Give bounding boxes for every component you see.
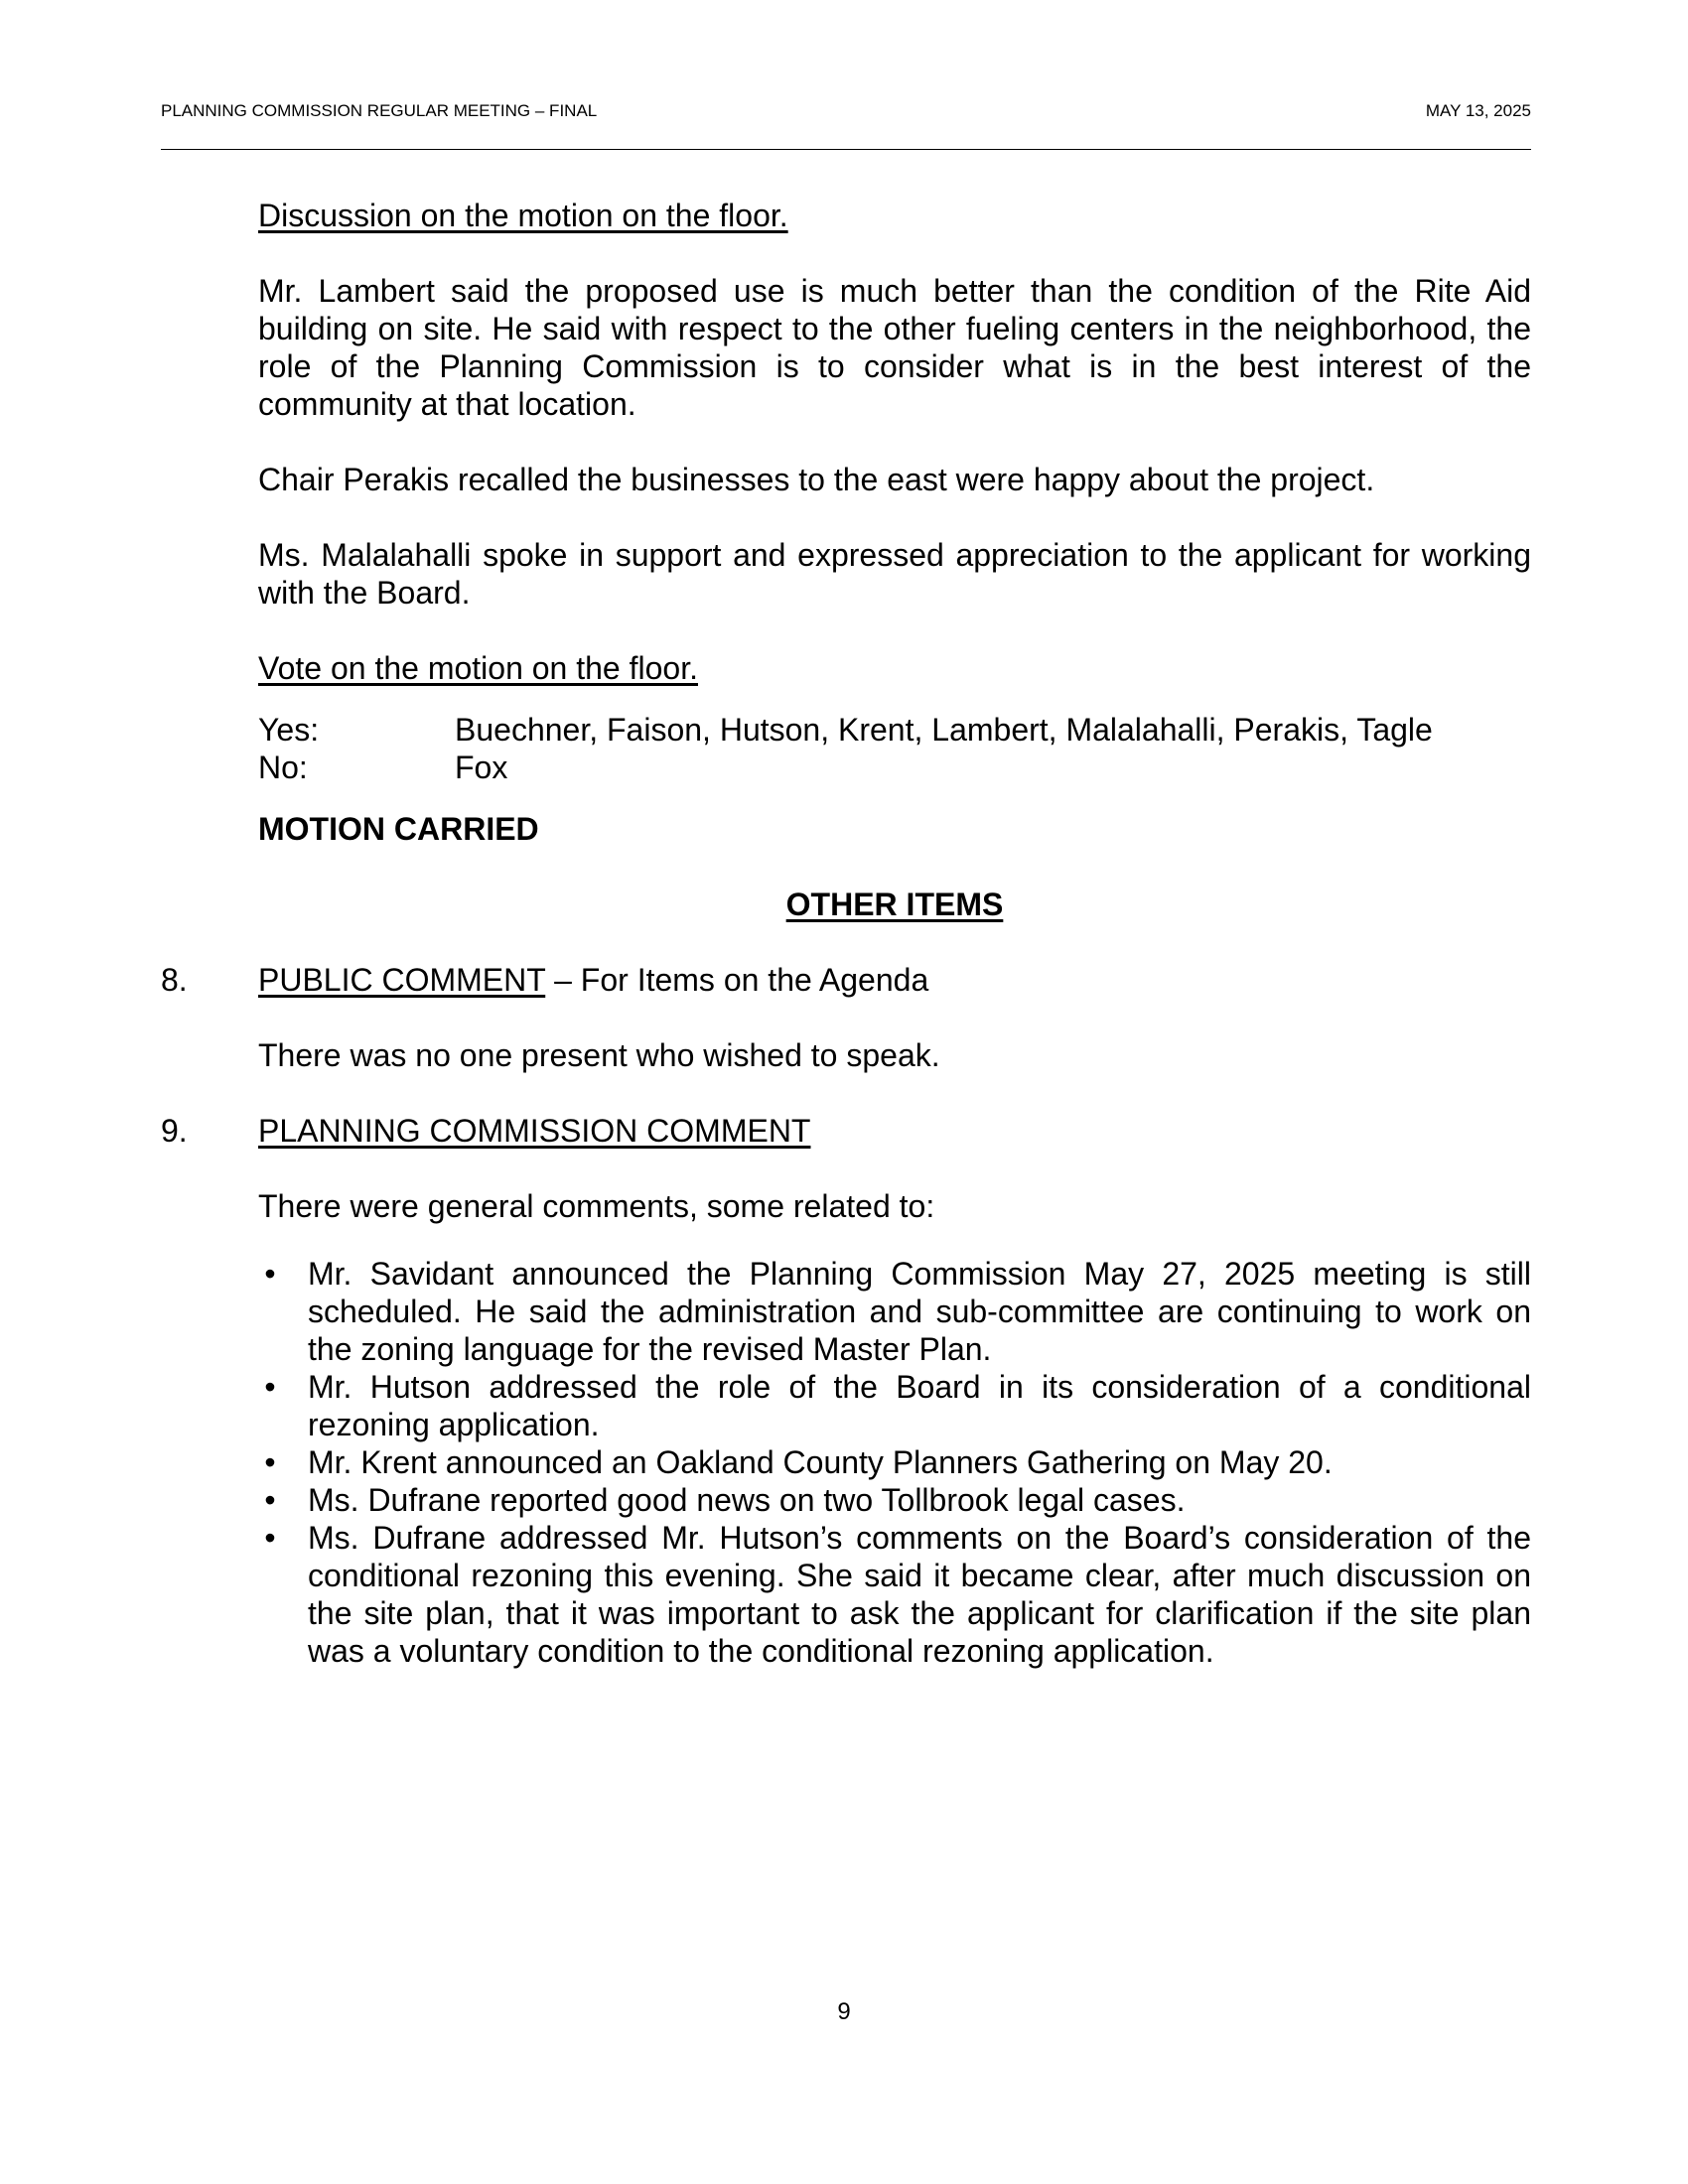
list-item-text: Ms. Dufrane reported good news on two Tollbrook legal cases. <box>308 1482 1186 1518</box>
item-title: PLANNING COMMISSION COMMENT <box>258 1113 811 1149</box>
list-item <box>258 1255 1531 1368</box>
list-item <box>258 1368 1531 1443</box>
bullet-icon: • <box>264 1369 276 1405</box>
page-number: 9 <box>837 1998 851 2025</box>
agenda-item-8 <box>161 961 1531 999</box>
vote-no-row <box>258 749 1531 786</box>
bullet-icon: • <box>264 1256 276 1292</box>
vote-yes-label: Yes: <box>258 712 320 748</box>
motion-result: MOTION CARRIED <box>258 811 539 847</box>
comment-list <box>258 1255 1531 1670</box>
discussion-heading: Discussion on the motion on the floor. <box>258 198 788 233</box>
item-8-body: There was no one present who wished to speak. <box>258 1037 940 1073</box>
item-number: 8. <box>161 962 188 998</box>
vote-no-names: Fox <box>455 750 508 785</box>
list-item <box>258 1519 1531 1670</box>
discussion-paragraph: Chair Perakis recalled the businesses to the east were happy about the project. <box>258 462 1375 497</box>
item-title: PUBLIC COMMENT <box>258 962 546 998</box>
header-title: PLANNING COMMISSION REGULAR MEETING – FINAL <box>161 101 598 120</box>
list-item <box>258 1443 1531 1481</box>
item-title-suffix: – For Items on the Agenda <box>545 962 929 998</box>
bullet-icon: • <box>264 1520 276 1556</box>
agenda-item-9 <box>161 1112 1531 1150</box>
page-content <box>161 197 1531 1670</box>
header-date: MAY 13, 2025 <box>1425 101 1531 120</box>
bullet-icon: • <box>264 1482 276 1518</box>
vote-heading: Vote on the motion on the floor. <box>258 650 698 686</box>
bullet-icon: • <box>264 1444 276 1480</box>
discussion-paragraph: Mr. Lambert said the proposed use is much better than the condition of the Rite Aid building on site. He said with respect to the other fueling centers in the neighborhood, the role of the Planning Commission is to consider what is in the best interest of the community at that location. <box>258 273 1531 422</box>
discussion-paragraph: Ms. Malalahalli spoke in support and expressed appreciation to the applicant for working with the Board. <box>258 537 1531 611</box>
list-item-text: Ms. Dufrane addressed Mr. Hutson’s comments on the Board’s consideration of the conditional rezoning this evening. She said it became clear, after much discussion on the site plan, that it was important to ask the applicant for clarification if the site plan was a voluntary condition to the conditional rezoning application. <box>308 1520 1531 1669</box>
vote-yes-row <box>258 711 1531 749</box>
section-heading-other-items: OTHER ITEMS <box>785 887 1004 922</box>
list-item-text: Mr. Hutson addressed the role of the Board in its consideration of a conditional rezoning application. <box>308 1369 1531 1442</box>
list-item-text: Mr. Krent announced an Oakland County Planners Gathering on May 20. <box>308 1444 1333 1480</box>
item-9-intro: There were general comments, some related to: <box>258 1188 935 1224</box>
page-header <box>161 101 1531 150</box>
list-item-text: Mr. Savidant announced the Planning Commission May 27, 2025 meeting is still scheduled. He said the administration and sub-committee are continuing to work on the zoning language for the revised Master Plan. <box>308 1256 1531 1367</box>
vote-yes-names: Buechner, Faison, Hutson, Krent, Lambert, Malalahalli, Perakis, Tagle <box>455 712 1433 748</box>
vote-no-label: No: <box>258 750 308 785</box>
item-number: 9. <box>161 1113 188 1149</box>
list-item <box>258 1481 1531 1519</box>
